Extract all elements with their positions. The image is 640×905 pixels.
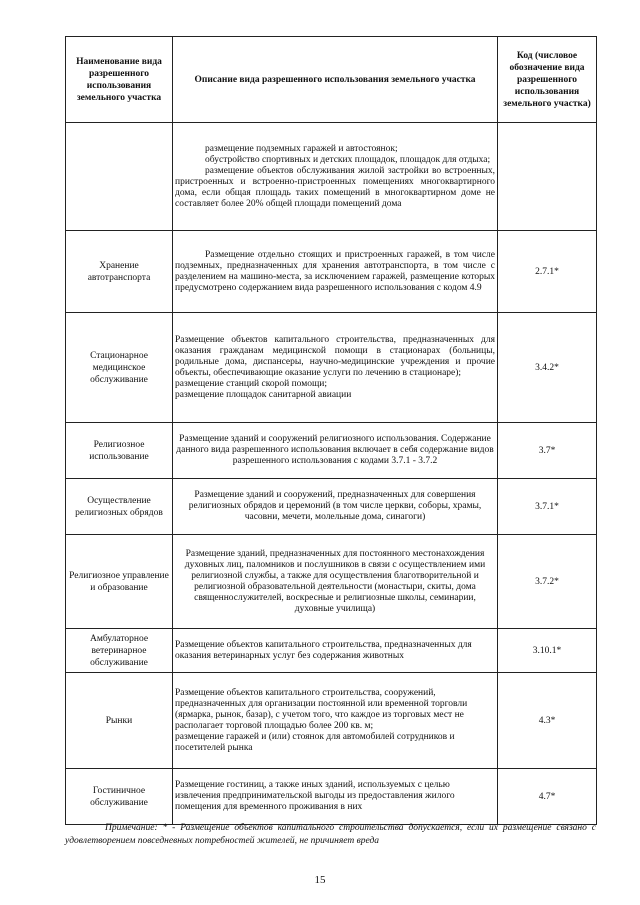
row-line: Размещение гостиниц, а также иных зданий, используемых с целью извлечения предпринимательской выгоды из предоставления жилого помещения для временного проживания в них: [175, 780, 455, 812]
table-row: [66, 123, 597, 231]
row-code: [498, 123, 597, 231]
row-description: [173, 313, 498, 423]
row-description: [173, 769, 498, 825]
row-name: Рынки: [66, 673, 173, 769]
header-code: Код (числовое обозначение вида разрешенного использования земельного участка): [498, 37, 597, 123]
row-code: 3.7.1*: [498, 479, 597, 535]
row-line: Размещение отдельно стоящих и пристроенных гаражей, в том числе подземных, предназначенных для хранения автотранспорта, в том числе с разделением на машино-места, за исключением гаражей, размещение которых предусмотрено содержанием вида разрешенного использования с кодом 4.9: [175, 249, 495, 293]
row-code: 3.10.1*: [498, 629, 597, 673]
row-description: [173, 673, 498, 769]
row-description: [173, 479, 498, 535]
row-name: Стационарное медицинское обслуживание: [66, 313, 173, 423]
footnote-text: * - Размещение объектов капитального строительства допускается, если их размещение связано с удовлетворением повседневных потребностей жителей, не причиняет вреда: [65, 823, 596, 846]
row-line: размещение объектов обслуживания жилой застройки во встроенных, пристроенных и встроенно-пристроенных помещениях многоквартирного дома, если общая площадь таких помещений в многоквартирном доме не составляет более 20% общей площади помещений дома: [175, 165, 495, 209]
row-line: Размещение зданий и сооружений религиозного использования. Содержание данного вида разрешенного использования включает в себя содержание видов разрешенного использования с кодами 3.7.1 - 3.7.2: [176, 434, 494, 466]
footnote-label: Примечание:: [105, 823, 158, 833]
table-row: [66, 629, 597, 673]
row-line: обустройство спортивных и детских площадок, площадок для отдыха;: [205, 154, 491, 165]
table-row: [66, 313, 597, 423]
row-name: Хранение автотранспорта: [66, 231, 173, 313]
row-code: 4.7*: [498, 769, 597, 825]
row-line: Размещение объектов капитального строительства, сооружений, предназначенных для организации постоянной или временной торговли (ярмарка, рынок, базар), с учетом того, что каждое из торговых мест не располагает торговой площадью более 200 кв. м;: [175, 687, 468, 731]
table-row: [66, 231, 597, 313]
row-description: [173, 629, 498, 673]
table-row: [66, 535, 597, 629]
table-row: [66, 479, 597, 535]
table-header-row: [66, 37, 597, 123]
row-description: [173, 123, 498, 231]
table-row: [66, 769, 597, 825]
row-line: размещение станций скорой помощи;: [175, 378, 328, 389]
header-name: Наименование вида разрешенного использования земельного участка: [66, 37, 173, 123]
footnote: [65, 822, 596, 848]
row-code: 3.7.2*: [498, 535, 597, 629]
row-name: [66, 123, 173, 231]
table-row: [66, 423, 597, 479]
row-description: [173, 231, 498, 313]
row-line: размещение гаражей и (или) стоянок для автомобилей сотрудников и посетителей рынка: [175, 731, 455, 753]
row-code: 3.4.2*: [498, 313, 597, 423]
row-line: Размещение объектов капитального строительства, предназначенных для оказания гражданам медицинской помощи в стационарах (больницы, родильные дома, диспансеры, научно-медицинские учреждения и прочие объекты, обеспечивающие оказание услуги по лечению в стационаре);: [175, 334, 495, 378]
header-description: Описание вида разрешенного использования земельного участка: [173, 37, 498, 123]
row-line: Размещение зданий, предназначенных для постоянного местонахождения духовных лиц, паломников и послушников в связи с осуществлением ими религиозной службы, а также для осуществления благотворительной и религиозной образовательной деятельности (монастыри, скиты, дома священнослужителей, воскресные и религиозные школы, семинарии, духовные училища): [184, 548, 486, 614]
land-use-table: [65, 36, 597, 825]
footnote-paragraph: [65, 822, 596, 848]
row-name: Гостиничное обслуживание: [66, 769, 173, 825]
row-name: Религиозное управление и образование: [66, 535, 173, 629]
row-description: [173, 423, 498, 479]
row-description: [173, 535, 498, 629]
page-number: 15: [314, 874, 326, 886]
row-code: 4.3*: [498, 673, 597, 769]
row-line: Размещение объектов капитального строительства, предназначенных для оказания ветеринарных услуг без содержания животных: [175, 639, 472, 661]
row-name: Религиозное использование: [66, 423, 173, 479]
table-row: [66, 673, 597, 769]
row-line: размещение подземных гаражей и автостоянок;: [205, 143, 398, 154]
row-name: Амбулаторное ветеринарное обслуживание: [66, 629, 173, 673]
row-line: размещение площадок санитарной авиации: [175, 389, 352, 400]
row-name: Осуществление религиозных обрядов: [66, 479, 173, 535]
row-code: 3.7*: [498, 423, 597, 479]
row-code: 2.7.1*: [498, 231, 597, 313]
row-line: Размещение зданий и сооружений, предназначенных для совершения религиозных обрядов и церемоний (в том числе церкви, соборы, храмы, часовни, мечети, молельные дома, синагоги): [188, 490, 482, 522]
